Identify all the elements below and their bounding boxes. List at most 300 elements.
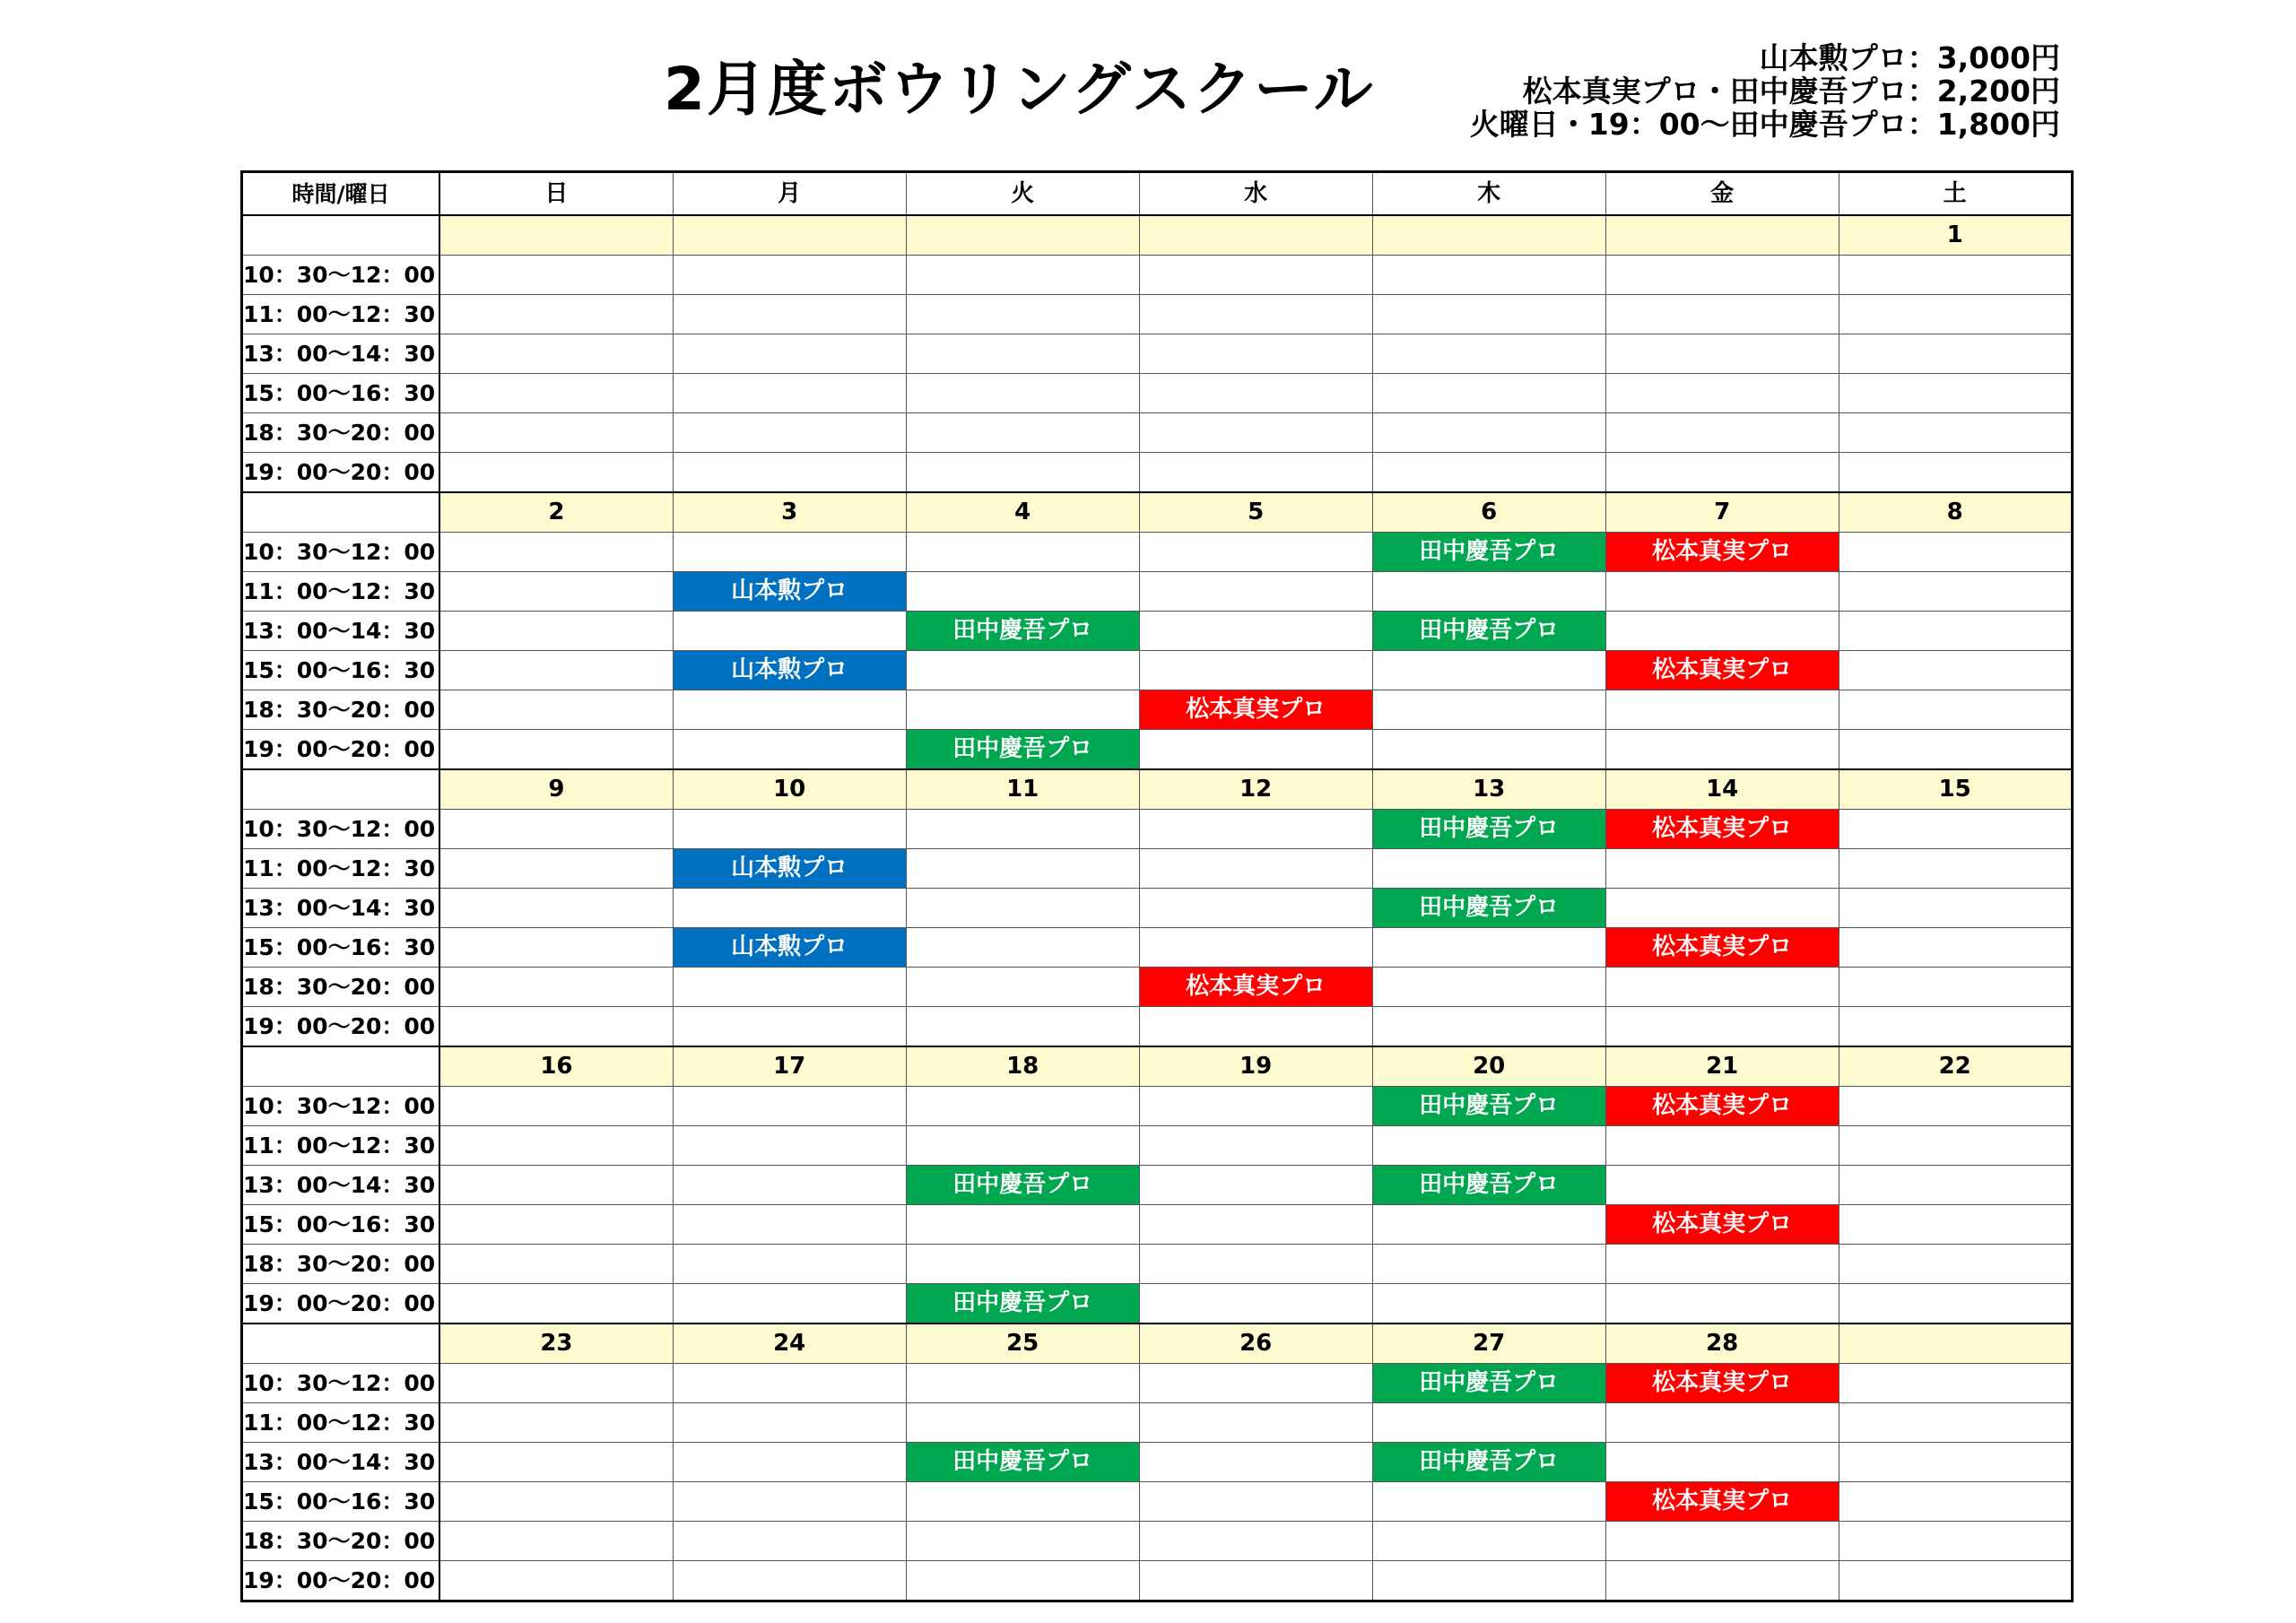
empty-slot bbox=[1839, 1205, 2072, 1245]
lesson-tanaka: 田中慶吾プロ bbox=[906, 1284, 1139, 1324]
empty-slot bbox=[439, 1482, 673, 1522]
slot-row bbox=[242, 1443, 2073, 1482]
date-cell: 3 bbox=[673, 492, 906, 533]
empty-slot bbox=[1839, 849, 2072, 889]
date-cell: 24 bbox=[673, 1324, 906, 1364]
lesson-tanaka: 田中慶吾プロ bbox=[1372, 1087, 1605, 1126]
empty-slot bbox=[1605, 968, 1839, 1007]
slot-row bbox=[242, 1403, 2073, 1443]
time-slot-label: 19：00～20：00 bbox=[242, 1284, 440, 1324]
empty-slot bbox=[1139, 334, 1372, 374]
date-cell: 28 bbox=[1605, 1324, 1839, 1364]
day-header: 月 bbox=[673, 172, 906, 216]
empty-slot bbox=[1139, 1166, 1372, 1205]
time-slot-label: 13：00～14：30 bbox=[242, 889, 440, 928]
slot-row bbox=[242, 374, 2073, 413]
empty-slot bbox=[1372, 690, 1605, 730]
empty-slot bbox=[906, 968, 1139, 1007]
time-slot-label: 10：30～12：00 bbox=[242, 810, 440, 849]
time-slot-label: 15：00～16：30 bbox=[242, 1482, 440, 1522]
empty-slot bbox=[1839, 1087, 2072, 1126]
time-slot-label: 19：00～20：00 bbox=[242, 730, 440, 770]
empty-slot bbox=[439, 1087, 673, 1126]
date-cell: 21 bbox=[1605, 1046, 1839, 1087]
empty-slot bbox=[439, 1126, 673, 1166]
date-cell: 4 bbox=[906, 492, 1139, 533]
date-cell: 7 bbox=[1605, 492, 1839, 533]
empty-slot bbox=[906, 1364, 1139, 1403]
slot-row bbox=[242, 810, 2073, 849]
empty-slot bbox=[1139, 928, 1372, 968]
date-cell: 5 bbox=[1139, 492, 1372, 533]
date-cell: 16 bbox=[439, 1046, 673, 1087]
slot-row bbox=[242, 1561, 2073, 1601]
slot-row bbox=[242, 968, 2073, 1007]
date-cell bbox=[1372, 215, 1605, 256]
empty-slot bbox=[906, 1007, 1139, 1047]
slot-row bbox=[242, 1364, 2073, 1403]
slot-row bbox=[242, 928, 2073, 968]
slot-row bbox=[242, 849, 2073, 889]
empty-slot bbox=[1839, 533, 2072, 572]
empty-slot bbox=[1372, 1482, 1605, 1522]
empty-slot bbox=[1839, 889, 2072, 928]
empty-slot bbox=[906, 810, 1139, 849]
empty-slot bbox=[906, 1482, 1139, 1522]
empty-slot bbox=[1839, 453, 2072, 493]
empty-slot bbox=[1839, 1522, 2072, 1561]
empty-slot bbox=[1605, 1166, 1839, 1205]
empty-slot bbox=[1605, 1403, 1839, 1443]
empty-slot bbox=[1139, 1482, 1372, 1522]
empty-slot bbox=[1839, 1482, 2072, 1522]
time-slot-label: 18：30～20：00 bbox=[242, 1522, 440, 1561]
empty-slot bbox=[1372, 334, 1605, 374]
day-header: 日 bbox=[439, 172, 673, 216]
date-cell: 18 bbox=[906, 1046, 1139, 1087]
date-cell: 11 bbox=[906, 769, 1139, 810]
lesson-tanaka: 田中慶吾プロ bbox=[906, 1166, 1139, 1205]
empty-slot bbox=[1839, 374, 2072, 413]
empty-slot bbox=[439, 690, 673, 730]
lesson-tanaka: 田中慶吾プロ bbox=[1372, 889, 1605, 928]
slot-row bbox=[242, 1007, 2073, 1047]
price-line: 山本勲プロ：3,000円 bbox=[1759, 40, 2060, 75]
empty-slot bbox=[906, 1126, 1139, 1166]
empty-slot bbox=[1605, 612, 1839, 651]
lesson-yamamoto: 山本勲プロ bbox=[673, 572, 906, 612]
empty-slot bbox=[1372, 1522, 1605, 1561]
slot-row bbox=[242, 334, 2073, 374]
time-slot-label: 19：00～20：00 bbox=[242, 453, 440, 493]
slot-row bbox=[242, 1126, 2073, 1166]
lesson-yamamoto: 山本勲プロ bbox=[673, 928, 906, 968]
date-cell bbox=[906, 215, 1139, 256]
empty-slot bbox=[1839, 295, 2072, 334]
slot-row bbox=[242, 533, 2073, 572]
empty-slot bbox=[439, 849, 673, 889]
empty-slot bbox=[673, 730, 906, 770]
empty-slot bbox=[906, 1522, 1139, 1561]
empty-slot bbox=[1605, 1561, 1839, 1601]
date-row-spacer bbox=[242, 1046, 440, 1087]
empty-slot bbox=[906, 533, 1139, 572]
schedule-table bbox=[240, 170, 2074, 1602]
empty-slot bbox=[439, 374, 673, 413]
empty-slot bbox=[1139, 1245, 1372, 1284]
lesson-yamamoto: 山本勲プロ bbox=[673, 651, 906, 690]
slot-row bbox=[242, 1087, 2073, 1126]
date-row bbox=[242, 492, 2073, 533]
empty-slot bbox=[1605, 889, 1839, 928]
empty-slot bbox=[1605, 572, 1839, 612]
date-cell: 15 bbox=[1839, 769, 2072, 810]
empty-slot bbox=[1372, 849, 1605, 889]
date-row-spacer bbox=[242, 492, 440, 533]
empty-slot bbox=[1139, 849, 1372, 889]
day-header: 水 bbox=[1139, 172, 1372, 216]
empty-slot bbox=[673, 256, 906, 295]
empty-slot bbox=[1605, 1126, 1839, 1166]
empty-slot bbox=[1372, 374, 1605, 413]
date-cell: 1 bbox=[1839, 215, 2072, 256]
slot-row bbox=[242, 295, 2073, 334]
date-cell: 12 bbox=[1139, 769, 1372, 810]
empty-slot bbox=[1605, 334, 1839, 374]
empty-slot bbox=[673, 1245, 906, 1284]
lesson-tanaka: 田中慶吾プロ bbox=[906, 1443, 1139, 1482]
date-cell: 22 bbox=[1839, 1046, 2072, 1087]
empty-slot bbox=[673, 1364, 906, 1403]
empty-slot bbox=[1839, 730, 2072, 770]
time-slot-label: 18：30～20：00 bbox=[242, 413, 440, 453]
empty-slot bbox=[1839, 1284, 2072, 1324]
empty-slot bbox=[1139, 1364, 1372, 1403]
empty-slot bbox=[673, 334, 906, 374]
time-slot-label: 18：30～20：00 bbox=[242, 690, 440, 730]
date-cell: 10 bbox=[673, 769, 906, 810]
empty-slot bbox=[439, 651, 673, 690]
time-slot-label: 15：00～16：30 bbox=[242, 1205, 440, 1245]
slot-row bbox=[242, 413, 2073, 453]
empty-slot bbox=[673, 889, 906, 928]
empty-slot bbox=[1139, 256, 1372, 295]
empty-slot bbox=[1372, 928, 1605, 968]
slot-row bbox=[242, 1166, 2073, 1205]
date-cell bbox=[1139, 215, 1372, 256]
empty-slot bbox=[1839, 1245, 2072, 1284]
slot-row bbox=[242, 572, 2073, 612]
empty-slot bbox=[1605, 453, 1839, 493]
time-slot-label: 18：30～20：00 bbox=[242, 1245, 440, 1284]
date-row bbox=[242, 215, 2073, 256]
empty-slot bbox=[673, 1166, 906, 1205]
time-slot-label: 13：00～14：30 bbox=[242, 334, 440, 374]
slot-row bbox=[242, 1205, 2073, 1245]
empty-slot bbox=[439, 572, 673, 612]
date-cell: 14 bbox=[1605, 769, 1839, 810]
slot-row bbox=[242, 1245, 2073, 1284]
price-line: 火曜日・19：00～田中慶吾プロ：1,800円 bbox=[1469, 107, 2060, 142]
empty-slot bbox=[1139, 1126, 1372, 1166]
empty-slot bbox=[1372, 453, 1605, 493]
empty-slot bbox=[673, 1403, 906, 1443]
date-row-spacer bbox=[242, 215, 440, 256]
time-slot-label: 19：00～20：00 bbox=[242, 1007, 440, 1047]
table-header-row bbox=[242, 172, 2073, 216]
slot-row bbox=[242, 1482, 2073, 1522]
empty-slot bbox=[1605, 295, 1839, 334]
empty-slot bbox=[1839, 1126, 2072, 1166]
empty-slot bbox=[1139, 453, 1372, 493]
empty-slot bbox=[1139, 295, 1372, 334]
empty-slot bbox=[439, 730, 673, 770]
time-slot-label: 11：00～12：30 bbox=[242, 1403, 440, 1443]
schedule-body bbox=[242, 215, 2073, 1601]
lesson-matsumoto: 松本真実プロ bbox=[1605, 810, 1839, 849]
empty-slot bbox=[906, 295, 1139, 334]
date-cell: 9 bbox=[439, 769, 673, 810]
empty-slot bbox=[439, 889, 673, 928]
empty-slot bbox=[1372, 1561, 1605, 1601]
date-cell bbox=[1839, 1324, 2072, 1364]
date-row bbox=[242, 1324, 2073, 1364]
lesson-yamamoto: 山本勲プロ bbox=[673, 849, 906, 889]
empty-slot bbox=[906, 1403, 1139, 1443]
empty-slot bbox=[1605, 1007, 1839, 1047]
empty-slot bbox=[1605, 1284, 1839, 1324]
date-cell: 17 bbox=[673, 1046, 906, 1087]
time-slot-label: 13：00～14：30 bbox=[242, 1443, 440, 1482]
empty-slot bbox=[439, 413, 673, 453]
empty-slot bbox=[673, 533, 906, 572]
date-row bbox=[242, 769, 2073, 810]
time-slot-label: 10：30～12：00 bbox=[242, 1364, 440, 1403]
empty-slot bbox=[1139, 374, 1372, 413]
empty-slot bbox=[1372, 1284, 1605, 1324]
empty-slot bbox=[439, 334, 673, 374]
empty-slot bbox=[673, 1561, 906, 1601]
date-row-spacer bbox=[242, 769, 440, 810]
empty-slot bbox=[1372, 1205, 1605, 1245]
price-list bbox=[1470, 41, 2060, 141]
lesson-matsumoto: 松本真実プロ bbox=[1605, 928, 1839, 968]
empty-slot bbox=[439, 1205, 673, 1245]
price-line: 松本真実プロ・田中慶吾プロ：2,200円 bbox=[1522, 74, 2060, 108]
empty-slot bbox=[1839, 810, 2072, 849]
slot-row bbox=[242, 612, 2073, 651]
empty-slot bbox=[1139, 1205, 1372, 1245]
date-cell: 2 bbox=[439, 492, 673, 533]
empty-slot bbox=[1839, 651, 2072, 690]
empty-slot bbox=[439, 810, 673, 849]
day-header: 金 bbox=[1605, 172, 1839, 216]
empty-slot bbox=[439, 1007, 673, 1047]
empty-slot bbox=[906, 453, 1139, 493]
empty-slot bbox=[1139, 810, 1372, 849]
date-cell: 13 bbox=[1372, 769, 1605, 810]
lesson-tanaka: 田中慶吾プロ bbox=[1372, 533, 1605, 572]
empty-slot bbox=[1839, 1364, 2072, 1403]
empty-slot bbox=[1372, 651, 1605, 690]
empty-slot bbox=[906, 572, 1139, 612]
empty-slot bbox=[673, 1443, 906, 1482]
date-cell: 25 bbox=[906, 1324, 1139, 1364]
empty-slot bbox=[1605, 374, 1839, 413]
empty-slot bbox=[673, 1482, 906, 1522]
date-cell bbox=[673, 215, 906, 256]
empty-slot bbox=[673, 690, 906, 730]
slot-row bbox=[242, 1284, 2073, 1324]
empty-slot bbox=[1372, 968, 1605, 1007]
empty-slot bbox=[1372, 730, 1605, 770]
empty-slot bbox=[1139, 730, 1372, 770]
empty-slot bbox=[1839, 1007, 2072, 1047]
empty-slot bbox=[906, 256, 1139, 295]
empty-slot bbox=[673, 1007, 906, 1047]
empty-slot bbox=[1372, 1126, 1605, 1166]
day-header: 火 bbox=[906, 172, 1139, 216]
time-slot-label: 19：00～20：00 bbox=[242, 1561, 440, 1601]
empty-slot bbox=[439, 968, 673, 1007]
empty-slot bbox=[439, 1522, 673, 1561]
empty-slot bbox=[1839, 968, 2072, 1007]
time-slot-label: 11：00～12：30 bbox=[242, 1126, 440, 1166]
empty-slot bbox=[1372, 1245, 1605, 1284]
empty-slot bbox=[906, 374, 1139, 413]
time-slot-label: 18：30～20：00 bbox=[242, 968, 440, 1007]
lesson-matsumoto: 松本真実プロ bbox=[1605, 1364, 1839, 1403]
slot-row bbox=[242, 1522, 2073, 1561]
empty-slot bbox=[1839, 1166, 2072, 1205]
empty-slot bbox=[906, 1205, 1139, 1245]
empty-slot bbox=[439, 1561, 673, 1601]
empty-slot bbox=[1605, 690, 1839, 730]
empty-slot bbox=[1139, 1087, 1372, 1126]
time-slot-label: 15：00～16：30 bbox=[242, 651, 440, 690]
lesson-tanaka: 田中慶吾プロ bbox=[1372, 1166, 1605, 1205]
date-row bbox=[242, 1046, 2073, 1087]
empty-slot bbox=[673, 1522, 906, 1561]
lesson-tanaka: 田中慶吾プロ bbox=[906, 612, 1139, 651]
empty-slot bbox=[673, 453, 906, 493]
lesson-matsumoto: 松本真実プロ bbox=[1605, 1205, 1839, 1245]
empty-slot bbox=[1605, 730, 1839, 770]
date-cell: 27 bbox=[1372, 1324, 1605, 1364]
empty-slot bbox=[1372, 1403, 1605, 1443]
empty-slot bbox=[1605, 1443, 1839, 1482]
lesson-tanaka: 田中慶吾プロ bbox=[906, 730, 1139, 770]
empty-slot bbox=[906, 651, 1139, 690]
empty-slot bbox=[1839, 334, 2072, 374]
empty-slot bbox=[673, 1284, 906, 1324]
empty-slot bbox=[673, 1205, 906, 1245]
empty-slot bbox=[439, 1364, 673, 1403]
date-row-spacer bbox=[242, 1324, 440, 1364]
time-slot-label: 15：00～16：30 bbox=[242, 374, 440, 413]
empty-slot bbox=[1139, 612, 1372, 651]
empty-slot bbox=[1839, 413, 2072, 453]
time-slot-label: 10：30～12：00 bbox=[242, 1087, 440, 1126]
empty-slot bbox=[1839, 572, 2072, 612]
empty-slot bbox=[439, 928, 673, 968]
empty-slot bbox=[439, 1166, 673, 1205]
empty-slot bbox=[1139, 651, 1372, 690]
time-slot-label: 11：00～12：30 bbox=[242, 295, 440, 334]
slot-row bbox=[242, 256, 2073, 295]
time-slot-label: 10：30～12：00 bbox=[242, 256, 440, 295]
day-header: 木 bbox=[1372, 172, 1605, 216]
empty-slot bbox=[673, 374, 906, 413]
empty-slot bbox=[1372, 413, 1605, 453]
empty-slot bbox=[673, 1087, 906, 1126]
empty-slot bbox=[439, 1443, 673, 1482]
lesson-tanaka: 田中慶吾プロ bbox=[1372, 1443, 1605, 1482]
empty-slot bbox=[439, 1284, 673, 1324]
empty-slot bbox=[906, 413, 1139, 453]
day-header: 土 bbox=[1839, 172, 2072, 216]
date-cell: 6 bbox=[1372, 492, 1605, 533]
empty-slot bbox=[906, 849, 1139, 889]
date-cell: 26 bbox=[1139, 1324, 1372, 1364]
empty-slot bbox=[439, 256, 673, 295]
lesson-matsumoto: 松本真実プロ bbox=[1139, 690, 1372, 730]
empty-slot bbox=[1139, 533, 1372, 572]
date-cell bbox=[1605, 215, 1839, 256]
empty-slot bbox=[439, 533, 673, 572]
empty-slot bbox=[1839, 928, 2072, 968]
date-cell: 23 bbox=[439, 1324, 673, 1364]
empty-slot bbox=[1139, 1443, 1372, 1482]
empty-slot bbox=[1139, 1284, 1372, 1324]
slot-row bbox=[242, 690, 2073, 730]
empty-slot bbox=[1139, 1007, 1372, 1047]
empty-slot bbox=[906, 1561, 1139, 1601]
lesson-matsumoto: 松本真実プロ bbox=[1605, 1087, 1839, 1126]
empty-slot bbox=[1139, 572, 1372, 612]
empty-slot bbox=[1372, 295, 1605, 334]
empty-slot bbox=[1139, 1403, 1372, 1443]
time-slot-label: 11：00～12：30 bbox=[242, 572, 440, 612]
lesson-matsumoto: 松本真実プロ bbox=[1605, 1482, 1839, 1522]
lesson-tanaka: 田中慶吾プロ bbox=[1372, 612, 1605, 651]
empty-slot bbox=[673, 1126, 906, 1166]
empty-slot bbox=[1605, 413, 1839, 453]
slot-row bbox=[242, 730, 2073, 770]
empty-slot bbox=[1372, 572, 1605, 612]
time-slot-label: 15：00～16：30 bbox=[242, 928, 440, 968]
empty-slot bbox=[1839, 256, 2072, 295]
empty-slot bbox=[906, 1087, 1139, 1126]
empty-slot bbox=[673, 968, 906, 1007]
date-cell: 20 bbox=[1372, 1046, 1605, 1087]
empty-slot bbox=[439, 1245, 673, 1284]
empty-slot bbox=[1605, 1522, 1839, 1561]
empty-slot bbox=[1139, 413, 1372, 453]
empty-slot bbox=[1139, 1522, 1372, 1561]
empty-slot bbox=[1139, 889, 1372, 928]
date-cell bbox=[439, 215, 673, 256]
empty-slot bbox=[1839, 1561, 2072, 1601]
time-header: 時間/曜日 bbox=[242, 172, 440, 216]
empty-slot bbox=[1839, 612, 2072, 651]
slot-row bbox=[242, 651, 2073, 690]
lesson-tanaka: 田中慶吾プロ bbox=[1372, 810, 1605, 849]
empty-slot bbox=[1605, 1245, 1839, 1284]
empty-slot bbox=[1839, 1443, 2072, 1482]
empty-slot bbox=[439, 612, 673, 651]
lesson-tanaka: 田中慶吾プロ bbox=[1372, 1364, 1605, 1403]
